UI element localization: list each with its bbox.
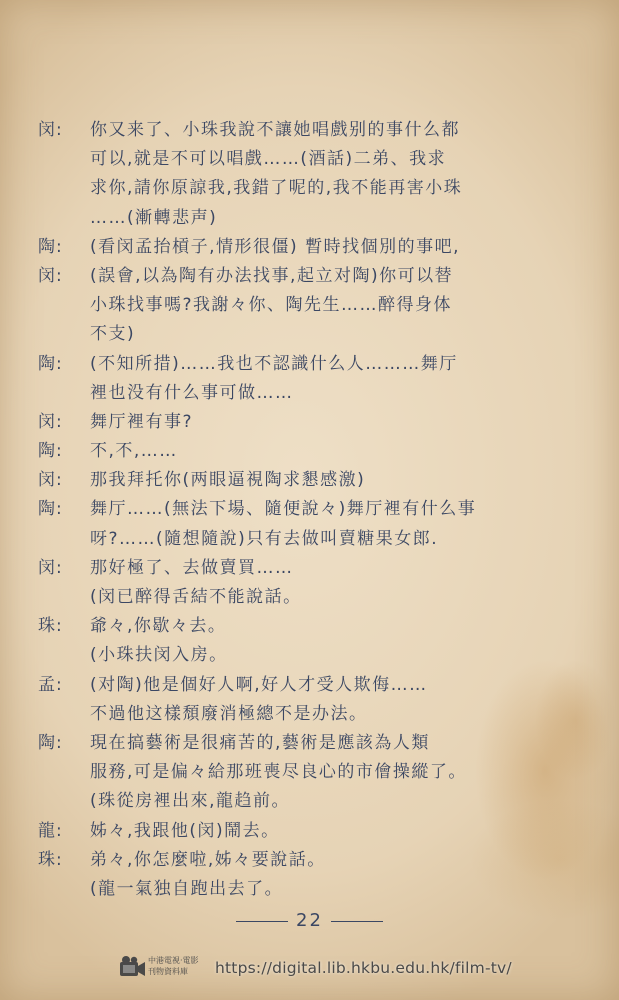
- script-line: [0, 846, 619, 875]
- line-text: 不過他这樣頹廢消極總不是办法。: [90, 703, 368, 724]
- archive-name-line2: 刊物資料庫: [148, 967, 188, 976]
- line-text: (看闵孟抬槓子,情形很僵) 暫時找個別的事吧,: [90, 236, 460, 257]
- script-line: [0, 495, 619, 524]
- archive-watermark: [118, 950, 512, 986]
- script-line: [0, 379, 619, 408]
- page-number-dash-right: [331, 921, 383, 922]
- line-text: 那好極了、去做賣買……: [90, 557, 294, 578]
- line-text: ……(漸轉悲声): [90, 207, 218, 228]
- script-line: [0, 729, 619, 758]
- line-text: (珠從房裡出來,龍趋前。: [90, 791, 291, 812]
- script-line: [0, 875, 619, 904]
- speaker-label: 闵:: [38, 411, 63, 432]
- speaker-label: 珠:: [38, 849, 63, 870]
- script-line: [0, 758, 619, 787]
- script-line: [0, 350, 619, 379]
- line-text: 裡也没有什么事可做……: [90, 382, 294, 403]
- line-text: 舞厅……(無法下場、隨便說々)舞厅裡有什么事: [90, 499, 477, 520]
- script-body: [0, 116, 619, 904]
- speaker-label: 陶:: [38, 732, 63, 753]
- line-text: 小珠找事嗎?我謝々你、陶先生……醉得身体: [90, 295, 453, 316]
- line-text: 可以,就是不可以唱戲……(酒話)二弟、我求: [90, 149, 447, 170]
- script-line: [0, 671, 619, 700]
- line-text: 那我拜托你(两眼逼視陶求懇感激): [90, 470, 366, 491]
- speaker-label: 闵:: [38, 557, 63, 578]
- script-line: [0, 116, 619, 145]
- speaker-label: 陶:: [38, 499, 63, 520]
- line-text: 求你,請你原諒我,我錯了呢的,我不能再害小珠: [90, 178, 463, 199]
- speaker-label: 孟:: [38, 674, 63, 695]
- speaker-label: 陶:: [38, 441, 63, 462]
- line-text: (对陶)他是個好人啊,好人才受人欺侮……: [90, 674, 428, 695]
- script-line: [0, 320, 619, 349]
- speaker-label: 陶:: [38, 236, 63, 257]
- line-text: 呀?……(隨想隨說)只有去做叫賣糖果女郎.: [90, 528, 439, 549]
- film-archive-logo-icon: [118, 954, 146, 982]
- speaker-label: 陶:: [38, 353, 63, 374]
- line-text: 舞厅裡有事?: [90, 411, 194, 432]
- script-line: [0, 437, 619, 466]
- script-line: [0, 291, 619, 320]
- line-text: (闵已醉得舌結不能說話。: [90, 587, 302, 607]
- script-line: [0, 174, 619, 203]
- script-line: [0, 408, 619, 437]
- script-line: [0, 204, 619, 233]
- script-line: [0, 262, 619, 291]
- speaker-label: 闵:: [38, 470, 63, 491]
- script-line: [0, 641, 619, 670]
- script-line: [0, 525, 619, 554]
- script-line: [0, 466, 619, 495]
- page-number-dash-left: [236, 921, 288, 922]
- archive-name: [148, 955, 199, 977]
- script-line: [0, 583, 619, 612]
- page-number-value: 22: [296, 910, 323, 931]
- archive-name-line1: 中港電視‧電影: [148, 956, 199, 965]
- script-line: [0, 233, 619, 262]
- line-text: 服務,可是偏々給那班喪尽良心的市儈操縱了。: [90, 762, 467, 783]
- script-line: [0, 817, 619, 846]
- line-text: 爺々,你歇々去。: [90, 616, 227, 637]
- script-line: [0, 700, 619, 729]
- line-text: 弟々,你怎麼啦,姊々要說話。: [90, 849, 326, 870]
- line-text: 現在搞藝術是很痛苦的,藝術是應該為人類: [90, 732, 430, 753]
- line-text: 不,不,……: [90, 441, 178, 462]
- line-text: (龍一氣独自跑出去了。: [90, 878, 284, 899]
- line-text: 不支): [90, 324, 136, 345]
- speaker-label: 闵:: [38, 120, 63, 140]
- speaker-label: 珠:: [38, 616, 63, 637]
- speaker-label: 闵:: [38, 265, 63, 286]
- script-line: [0, 612, 619, 641]
- line-text: 姊々,我跟他(闵)鬧去。: [90, 820, 280, 841]
- page-number: [0, 908, 619, 934]
- archive-url: https://digital.lib.hkbu.edu.hk/film-tv/: [215, 959, 512, 977]
- line-text: (不知所措)……我也不認識什么人………舞厅: [90, 353, 458, 374]
- line-text: (小珠扶闵入房。: [90, 645, 228, 666]
- script-line: [0, 145, 619, 174]
- speaker-label: 龍:: [38, 820, 63, 841]
- line-text: 你又来了、小珠我說不讓她唱戲别的事什么都: [90, 120, 460, 140]
- script-line: [0, 554, 619, 583]
- line-text: (誤會,以為陶有办法找事,起立对陶)你可以替: [90, 265, 454, 286]
- script-line: [0, 787, 619, 816]
